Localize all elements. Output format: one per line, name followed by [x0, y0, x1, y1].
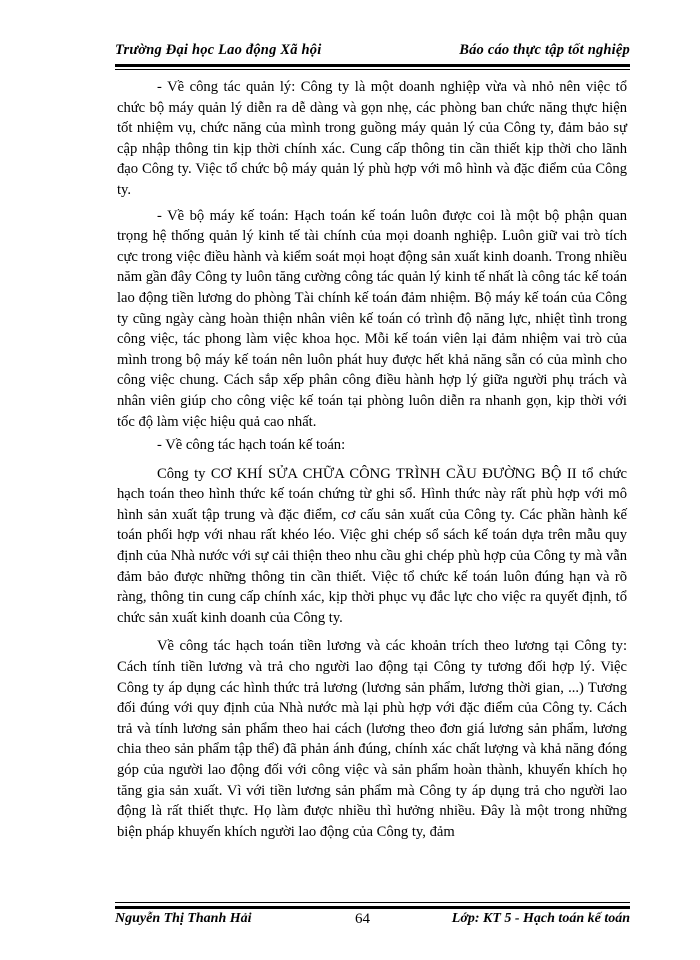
header-rule-thin	[115, 69, 630, 70]
footer-rule-thin	[115, 902, 630, 903]
page-header	[115, 40, 630, 64]
paragraph-accounting-heading: - Về công tác hạch toán kế toán:	[157, 437, 346, 454]
page-number: 64	[355, 911, 370, 927]
header-report-title: Báo cáo thực tập tốt nghiệp	[459, 42, 630, 58]
paragraph-management: - Về công tác quản lý: Công ty là một doanh nghiệp vừa và nhỏ nên việc tổ chức bộ máy quản lý diễn ra dễ dàng và gọn nhẹ, các phòng ban chức năng thực hiện tốt nhiệm vụ, chức năng của mình trong guồng máy quản lý của Công ty, đảm bảo sự cập nhập thông tin kịp thời chính xác. Cung cấp thông tin cần thiết kịp thời cho lãnh đạo Công ty. Việc tổ chức bộ máy quản lý phù hợp với mô hình và đặc điểm của Công ty.	[117, 79, 627, 198]
footer-class: Lớp: KT 5 - Hạch toán kế toán	[451, 911, 630, 926]
footer-author: Nguyễn Thị Thanh Hải	[115, 911, 252, 926]
page-footer	[115, 909, 630, 931]
header-rule-thick	[115, 64, 630, 67]
paragraph-salary-accounting: Về công tác hạch toán tiền lương và các khoản trích theo lương tại Công ty: Cách tính tiền lương và trả cho người lao động tại Công ty tương đối hợp lý. Việc Công ty áp dụng các hình thức trả lương (lương sản phẩm, lương thời gian, ...) Tương đối đúng với quy định của Nhà nước mà lại phù hợp với đặc điểm của Công ty. Cách trả và tính lương sản phẩm theo hai cách (lương theo đơn giá lương sản phẩm, lương chia theo sản phẩm tập thể) đã phản ánh đúng, chính xác chất lượng và khả năng đóng góp của người lao động đối với công việc và sản phẩm hoàn thành, khuyến khích họ tăng gia sản xuất. Vì với tiền lương sản phẩm mà Công ty áp dụng trả cho người lao động là rất thiết thực. Họ làm được nhiều thì hưởng nhiều. Đây là một trong những biện pháp khuyến khích người lao động của Công ty, đảm	[117, 638, 627, 840]
paragraph-company-accounting: Công ty CƠ KHÍ SỬA CHỮA CÔNG TRÌNH CẦU ĐƯỜNG BỘ II tổ chức hạch toán theo hình thức kế toán chứng từ ghi sổ. Hình thức này rất phù hợp với mô hình sản xuất tập trung và đặc điểm, cơ cấu sản xuất của Công ty. Các phần hành kế toán phối hợp với nhau rất khéo léo. Việc ghi chép sổ sách kế toán dựa trên mẫu quy định của Nhà nước với sự cải thiện theo nhu cầu ghi chép phù hợp của Công ty mà vẫn đảm bảo được những thông tin cần thiết. Việc tổ chức kế toán luôn đúng hạn và rõ ràng, thông tin cung cấp chính xác, kịp thời phục vụ đắc lực cho việc ra quyết định, tổ chức sản xuất kinh doanh của Công ty.	[117, 465, 627, 626]
body-text	[117, 73, 627, 842]
paragraph-accounting-apparatus: - Về bộ máy kế toán: Hạch toán kế toán luôn được coi là một bộ phận quan trọng hệ thống quản lý kinh tế tài chính của mọi doanh nghiệp. Luôn giữ vai trò tích cực trong việc điều hành và kiểm soát mọi hoạt động sản xuất kinh doanh. Trong nhiều năm gần đây Công ty luôn tăng cường công tác quản lý kinh tế nhất là công tác kế toán lao động tiền lương do phòng Tài chính kế toán đảm nhiệm. Bộ máy kế toán của Công ty cũng ngày càng hoàn thiện nhân viên kế toán có trình độ năng lực, nhiệt tình trong công việc, tác phong làm việc khoa học. Mỗi kế toán viên lại đảm nhiệm vai trò của mình trong bộ máy kế toán nên luôn phát huy được hết khả năng sẵn có của mình cho công việc chung. Cách sắp xếp phân công điều hành hợp lý giữa người phụ trách và nhân viên giúp cho công việc kế toán tại phòng luôn diễn ra nhanh gọn, kịp thời với tốc độ làm việc hiệu quả cao nhất.	[117, 207, 627, 430]
header-university: Trường Đại học Lao động Xã hội	[115, 42, 322, 58]
